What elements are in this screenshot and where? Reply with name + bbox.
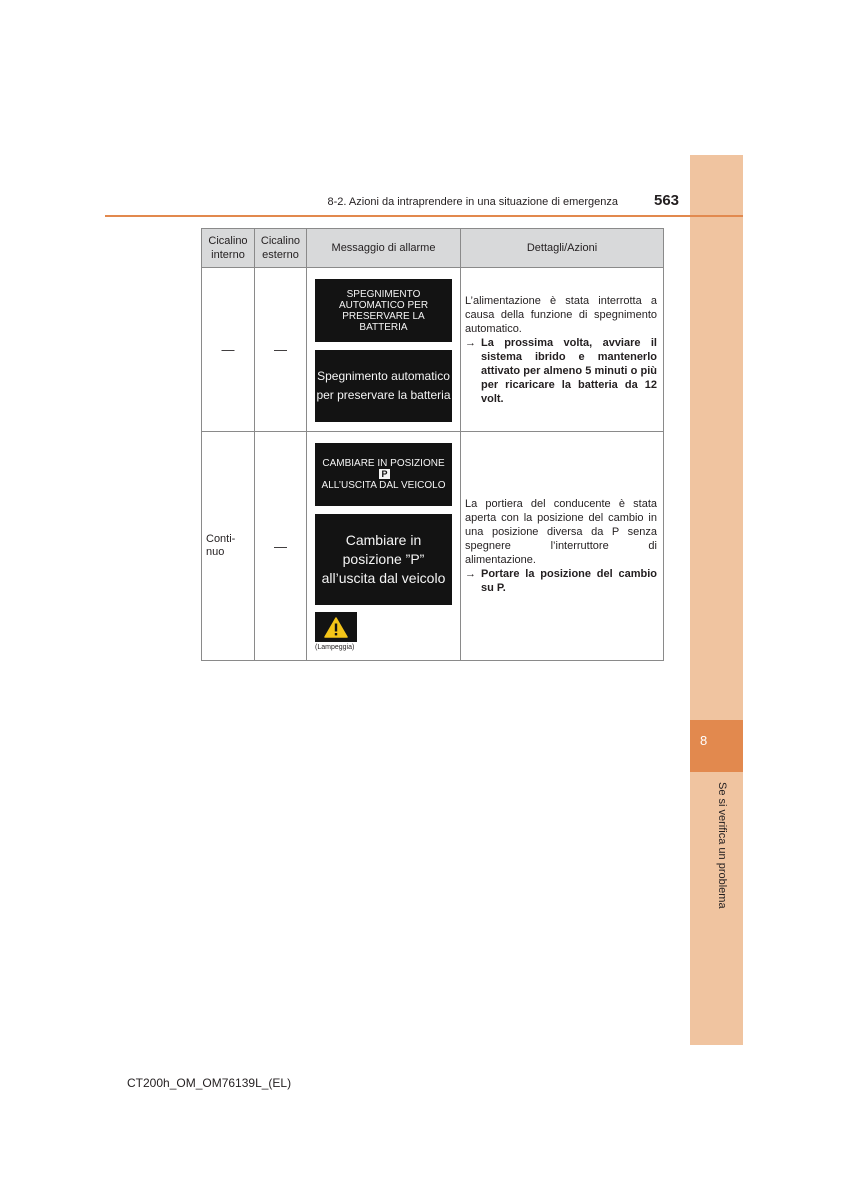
arrow-icon: → — [465, 568, 476, 580]
table-row — [202, 432, 664, 661]
header-external-buzzer: Cicalino esterno — [255, 229, 307, 268]
section-title: 8-2. Azioni da intraprendere in una situazione di emergenza — [327, 196, 618, 208]
display-message-large: Cambiare in posizione ”P” all’uscita dal veicolo — [315, 514, 452, 605]
message-cell — [307, 268, 461, 432]
header-warning-message: Messaggio di allarme — [307, 229, 461, 268]
header-rule — [105, 215, 743, 217]
external-buzzer-cell: — — [255, 432, 307, 661]
display-message-small: SPEGNIMENTO AUTOMATICO PER PRESERVARE LA BATTERIA — [315, 279, 452, 342]
details-cell — [461, 268, 664, 432]
details-cell — [461, 432, 664, 661]
display-message-small — [315, 443, 452, 506]
header-details: Dettagli/Azioni — [461, 229, 664, 268]
message-cell — [307, 432, 461, 661]
arrow-icon: → — [465, 336, 476, 349]
chapter-number: 8 — [700, 733, 708, 748]
display-line: ALL’USCITA DAL VEICOLO — [321, 480, 446, 491]
side-tab — [690, 155, 743, 1045]
park-position-icon: P — [381, 469, 388, 479]
chapter-number-box — [690, 720, 743, 772]
table-row — [202, 268, 664, 432]
internal-buzzer-cell: Conti-nuo — [202, 432, 255, 661]
document-code: CT200h_OM_OM76139L_(EL) — [127, 1076, 292, 1090]
action-text: La prossima volta, avviare il sistema ibrido e mantenerlo attivato per almeno 5 minuti o più per ricaricare la batteria da 12 volt. — [481, 336, 657, 405]
alarm-table — [201, 228, 664, 661]
page-number: 563 — [654, 192, 680, 209]
chapter-title: Se si verifica un problema — [716, 782, 728, 909]
header-internal-buzzer: Cicalino interno — [202, 229, 255, 268]
display-message-large: Spegnimento automatico per preservare la batteria — [315, 350, 452, 422]
flash-caption: (Lampeggia) — [315, 644, 355, 651]
action-item — [465, 336, 657, 406]
external-buzzer-cell: — — [255, 268, 307, 432]
detail-text: La portiera del conducente è stata aperta con la posizione del cambio in una posizione diversa da P senza spegnere l’interruttore di alimentazione. — [465, 498, 657, 566]
detail-text: L’alimentazione è stata interrotta a causa della funzione di spegnimento automatico. — [465, 294, 657, 335]
warning-triangle-icon — [324, 617, 348, 638]
warning-light — [315, 612, 357, 642]
display-line: CAMBIARE IN POSIZIONE — [322, 458, 445, 469]
display-line — [319, 469, 448, 480]
action-item — [465, 567, 657, 595]
internal-buzzer-cell: — — [202, 268, 255, 432]
action-text: Portare la posizione del cambio su P. — [481, 568, 657, 594]
table-header-row — [202, 229, 664, 268]
